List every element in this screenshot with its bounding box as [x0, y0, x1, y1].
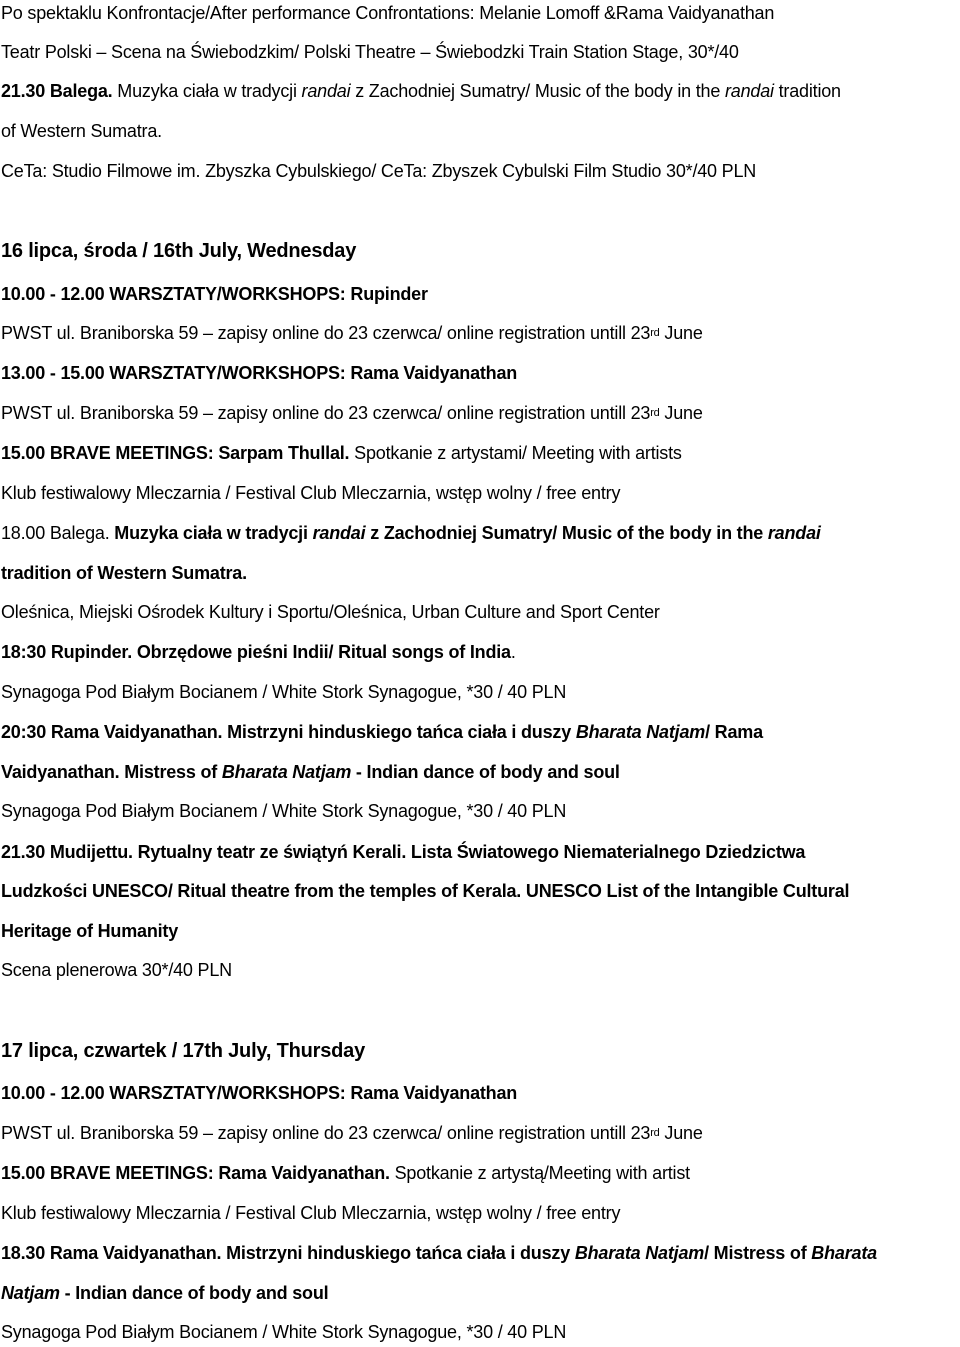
program-line — [1, 1202, 620, 1224]
text-segment: June — [659, 1123, 703, 1143]
text-segment: - Indian dance of body and soul — [59, 1283, 329, 1303]
program-line — [1, 1242, 877, 1264]
program-line — [1, 681, 566, 703]
text-segment: . — [510, 642, 516, 662]
text-segment: Teatr Polski – Scena na Świebodzkim/ Polski Theatre – Świebodzki Train Station Stage, 30*/40 — [1, 42, 739, 62]
program-line — [1, 522, 821, 544]
program-line — [1, 482, 620, 504]
text-segment: Bharata — [811, 1243, 877, 1263]
text-segment: PWST ul. Braniborska 59 – zapisy online do 23 czerwca/ online registration untill 23 — [1, 323, 651, 343]
text-segment: Spotkanie z artystami/ Meeting with artists — [349, 443, 682, 463]
text-segment: Bharata Natjam — [574, 1243, 705, 1263]
text-segment: Muzyka ciała w tradycji — [109, 523, 313, 543]
text-segment: 17 lipca, czwartek / 17th July, Thursday — [1, 1040, 366, 1062]
program-line — [1, 1082, 517, 1104]
program-line — [1, 601, 660, 623]
program-line — [1, 160, 756, 182]
text-segment: Klub festiwalowy Mleczarnia / Festival Club Mleczarnia, wstęp wolny / free entry — [1, 1203, 621, 1223]
program-line — [1, 800, 566, 822]
program-line — [1, 1282, 328, 1304]
text-segment: - Indian dance of body and soul — [351, 762, 620, 782]
program-line — [1, 562, 247, 584]
text-segment: tradition of Western Sumatra. — [1, 563, 247, 583]
date-heading — [1, 240, 356, 262]
text-segment: Vaidyanathan. Mistress of — [1, 762, 222, 782]
text-segment: 21.30 Mudijettu. Rytualny teatr ze świątyń Kerali. Lista Światowego Niematerialnego Dziedzictwa — [1, 842, 806, 862]
text-segment: Oleśnica, Miejski Ośrodek Kultury i Sportu/Oleśnica, Urban Culture and Sport Center — [1, 602, 660, 622]
text-segment: Synagoga Pod Białym Bocianem / White Stork Synagogue, *30 / 40 PLN — [1, 682, 567, 702]
program-line — [1, 80, 841, 102]
ordinal-suffix: rd — [650, 327, 660, 339]
text-segment: randai — [724, 81, 774, 101]
program-line — [1, 2, 774, 24]
text-segment: 16 lipca, środa / 16th July, Wednesday — [1, 240, 357, 262]
text-segment: Spotkanie z artystą/Meeting with artist — [389, 1163, 690, 1183]
text-segment: / Mistress of — [704, 1243, 812, 1263]
program-line — [1, 721, 763, 743]
text-segment: 21.30 Balega. — [1, 81, 113, 101]
text-segment: of Western Sumatra. — [1, 121, 162, 141]
text-segment: June — [659, 323, 703, 343]
text-segment: z Zachodniej Sumatry/ Music of the body in the — [350, 81, 725, 101]
text-segment: 18.00 Balega. — [1, 523, 110, 543]
text-segment: CeTa: Studio Filmowe im. Zbyszka Cybulskiego/ CeTa: Zbyszek Cybulski Film Studio 30*/40 PLN — [1, 161, 757, 181]
text-segment: Bharata Natjam — [575, 722, 706, 742]
ordinal-suffix: rd — [650, 407, 660, 419]
program-line — [1, 880, 849, 902]
date-heading — [1, 1040, 365, 1062]
text-segment: Klub festiwalowy Mleczarnia / Festival Club Mleczarnia, wstęp wolny / free entry — [1, 483, 621, 503]
text-segment: Scena plenerowa 30*/40 PLN — [1, 960, 232, 980]
text-segment: randai — [301, 81, 351, 101]
text-segment: Natjam — [1, 1283, 60, 1303]
text-segment: 13.00 - 15.00 WARSZTATY/WORKSHOPS: Rama Vaidyanathan — [1, 363, 518, 383]
text-segment: randai — [767, 523, 821, 543]
text-segment: 10.00 - 12.00 WARSZTATY/WORKSHOPS: Rupinder — [1, 284, 428, 304]
text-segment: / Rama — [705, 722, 763, 742]
ordinal-suffix: rd — [650, 1127, 660, 1139]
program-line — [1, 283, 428, 305]
text-segment: Synagoga Pod Białym Bocianem / White Stork Synagogue, *30 / 40 PLN — [1, 801, 567, 821]
text-segment: 15.00 BRAVE MEETINGS: Sarpam Thullal. — [1, 443, 350, 463]
program-line — [1, 362, 517, 384]
program-line — [1, 442, 682, 464]
text-segment: PWST ul. Braniborska 59 – zapisy online do 23 czerwca/ online registration untill 23 — [1, 403, 651, 423]
program-line — [1, 959, 232, 981]
text-segment: June — [659, 403, 703, 423]
program-line — [1, 41, 739, 63]
program-line — [1, 1321, 566, 1343]
text-segment: 20:30 Rama Vaidyanathan. Mistrzyni hinduskiego tańca ciała i duszy — [1, 722, 576, 742]
text-segment: Heritage of Humanity — [1, 921, 179, 941]
text-segment: z Zachodniej Sumatry/ Music of the body in the — [365, 523, 768, 543]
program-line — [1, 920, 178, 942]
program-line — [1, 1122, 703, 1144]
text-segment: PWST ul. Braniborska 59 – zapisy online do 23 czerwca/ online registration untill 23 — [1, 1123, 651, 1143]
text-segment: randai — [312, 523, 366, 543]
program-line — [1, 1162, 690, 1184]
program-line — [1, 641, 516, 663]
text-segment: Synagoga Pod Białym Bocianem / White Stork Synagogue, *30 / 40 PLN — [1, 1322, 567, 1342]
text-segment: Bharata Natjam — [221, 762, 352, 782]
text-segment: 15.00 BRAVE MEETINGS: Rama Vaidyanathan. — [1, 1163, 390, 1183]
program-line — [1, 322, 703, 344]
text-segment: Muzyka ciała w tradycji — [112, 81, 302, 101]
program-line — [1, 841, 805, 863]
text-segment: Po spektaklu Konfrontacje/After performance Confrontations: Melanie Lomoff &Rama Vaidyanathan — [1, 3, 775, 23]
program-line — [1, 761, 620, 783]
text-segment: tradition — [773, 81, 841, 101]
text-segment: Ludzkości UNESCO/ Ritual theatre from the temples of Kerala. UNESCO List of the Intangible Cultural — [1, 881, 850, 901]
text-segment: 18:30 Rupinder. Obrzędowe pieśni Indii/ Ritual songs of India — [1, 642, 511, 662]
program-line — [1, 120, 162, 142]
program-line — [1, 402, 703, 424]
text-segment: 18.30 Rama Vaidyanathan. Mistrzyni hinduskiego tańca ciała i duszy — [1, 1243, 575, 1263]
text-segment: 10.00 - 12.00 WARSZTATY/WORKSHOPS: Rama Vaidyanathan — [1, 1083, 518, 1103]
